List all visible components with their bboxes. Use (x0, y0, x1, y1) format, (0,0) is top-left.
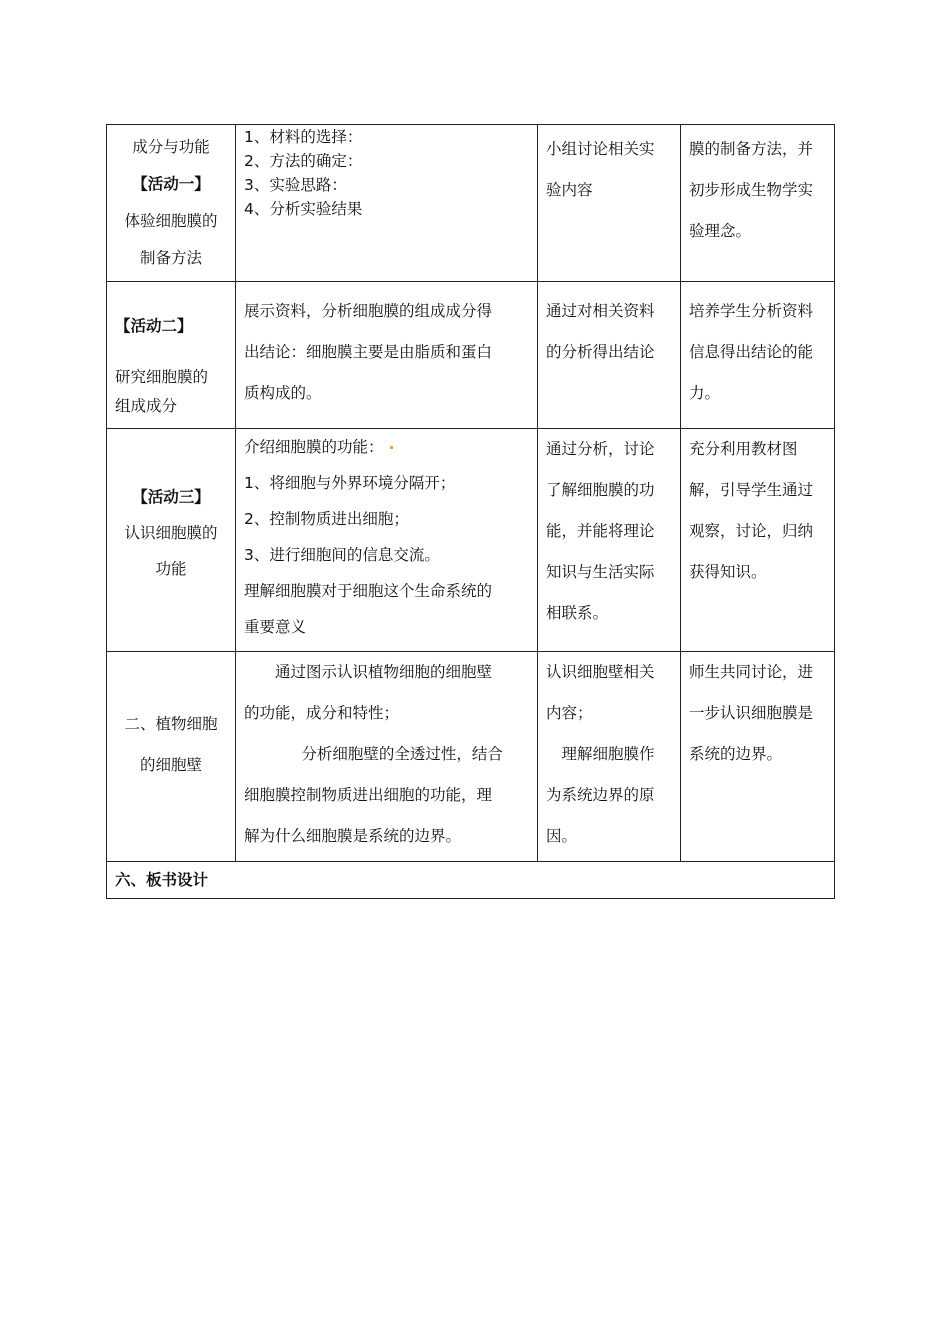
cell-line: 师生共同讨论，进 (689, 663, 814, 681)
marker-dot-icon (390, 446, 393, 449)
cell-line: 信息得出结论的能 (689, 343, 814, 361)
intent-cell (681, 652, 835, 862)
cell-line: 出结论：细胞膜主要是由脂质和蛋白 (244, 343, 493, 361)
cell-line: 通过分析，讨论 (546, 440, 655, 458)
student-activity-cell (538, 282, 681, 429)
student-activity-cell (538, 125, 681, 282)
student-activity-cell (538, 429, 681, 652)
cell-line: 3、实验思路： (244, 176, 347, 194)
cell-line: 一步认识细胞膜是 (689, 704, 814, 722)
cell-line: 体验细胞膜的 (124, 212, 218, 230)
cell-line: 分析细胞壁的全透过性，结合 (301, 745, 503, 763)
cell-line: 了解细胞膜的功 (546, 481, 655, 499)
cell-line: 验内容 (546, 181, 593, 199)
intent-cell (681, 125, 835, 282)
cell-line: 系统的边界。 (689, 745, 783, 763)
content-cell (236, 125, 538, 282)
activity-cell (107, 125, 236, 282)
cell-line: 验理念。 (689, 222, 752, 240)
table-row (107, 282, 835, 429)
cell-line: 的细胞壁 (139, 756, 202, 774)
cell-line: 成分与功能 (132, 138, 210, 156)
cell-line: 1、将细胞与外界环境分隔开； (244, 474, 456, 492)
cell-line: 知识与生活实际 (546, 563, 655, 581)
table-row (107, 429, 835, 652)
cell-line: 因。 (546, 827, 578, 845)
activity-cell (107, 429, 236, 652)
cell-line: 细胞膜控制物质进出细胞的功能，理 (244, 786, 493, 804)
section-cell (107, 652, 236, 862)
cell-line: 解为什么细胞膜是系统的边界。 (244, 827, 462, 845)
cell-line: 力。 (689, 384, 721, 402)
cell-line: 认识细胞膜的 (124, 524, 218, 542)
cell-line: 内容； (546, 704, 593, 722)
content-cell (236, 652, 538, 862)
cell-line: 制备方法 (139, 249, 202, 267)
cell-line: 【活动二】 (115, 317, 193, 335)
cell-line: 通过对相关资料 (546, 302, 655, 320)
cell-line: 认识细胞壁相关 (546, 663, 655, 681)
cell-line: 组成成分 (115, 397, 178, 415)
cell-line: 培养学生分析资料 (689, 302, 814, 320)
cell-line: 能，并能将理论 (546, 522, 655, 540)
cell-line: 【活动三】 (132, 488, 210, 506)
cell-line: 通过图示认识植物细胞的细胞壁 (275, 663, 493, 681)
cell-line: 质构成的。 (244, 384, 322, 402)
cell-line: 的功能，成分和特性； (244, 704, 400, 722)
activity-cell (107, 282, 236, 429)
student-activity-cell (538, 652, 681, 862)
cell-line: 研究细胞膜的 (115, 368, 209, 386)
cell-line: 1、材料的选择： (244, 128, 363, 146)
section-heading: 六、板书设计 (115, 871, 209, 889)
content-cell (236, 282, 538, 429)
cell-line: 的分析得出结论 (546, 343, 655, 361)
cell-line: 充分利用教材图 (689, 440, 798, 458)
cell-line: 理解细胞膜作 (561, 745, 655, 763)
table-row (107, 862, 835, 899)
cell-line: 为系统边界的原 (546, 786, 655, 804)
cell-line: 重要意义 (244, 618, 307, 636)
cell-line: 【活动一】 (132, 175, 210, 193)
cell-line (244, 429, 529, 465)
section-heading-cell (107, 862, 835, 899)
intent-cell (681, 282, 835, 429)
cell-line: 二、植物细胞 (124, 715, 218, 733)
cell-line: 观察，讨论，归纳 (689, 522, 814, 540)
cell-line: 初步形成生物学实 (689, 181, 814, 199)
cell-text: 介绍细胞膜的功能： (244, 438, 384, 456)
cell-line: 功能 (155, 560, 187, 578)
cell-line: 膜的制备方法，并 (689, 140, 814, 158)
table-row (107, 652, 835, 862)
intent-cell (681, 429, 835, 652)
cell-line: 4、分析实验结果 (244, 200, 363, 218)
cell-line: 小组讨论相关实 (546, 140, 655, 158)
cell-line: 相联系。 (546, 604, 609, 622)
cell-line: 3、进行细胞间的信息交流。 (244, 546, 440, 564)
cell-line: 理解细胞膜对于细胞这个生命系统的 (244, 582, 493, 600)
cell-line: 获得知识。 (689, 563, 767, 581)
table-row (107, 125, 835, 282)
cell-line: 2、控制物质进出细胞； (244, 510, 409, 528)
lesson-plan-table (106, 124, 835, 899)
cell-line: 解，引导学生通过 (689, 481, 814, 499)
cell-line: 展示资料，分析细胞膜的组成成分得 (244, 302, 493, 320)
content-cell (236, 429, 538, 652)
cell-line: 2、方法的确定： (244, 152, 363, 170)
